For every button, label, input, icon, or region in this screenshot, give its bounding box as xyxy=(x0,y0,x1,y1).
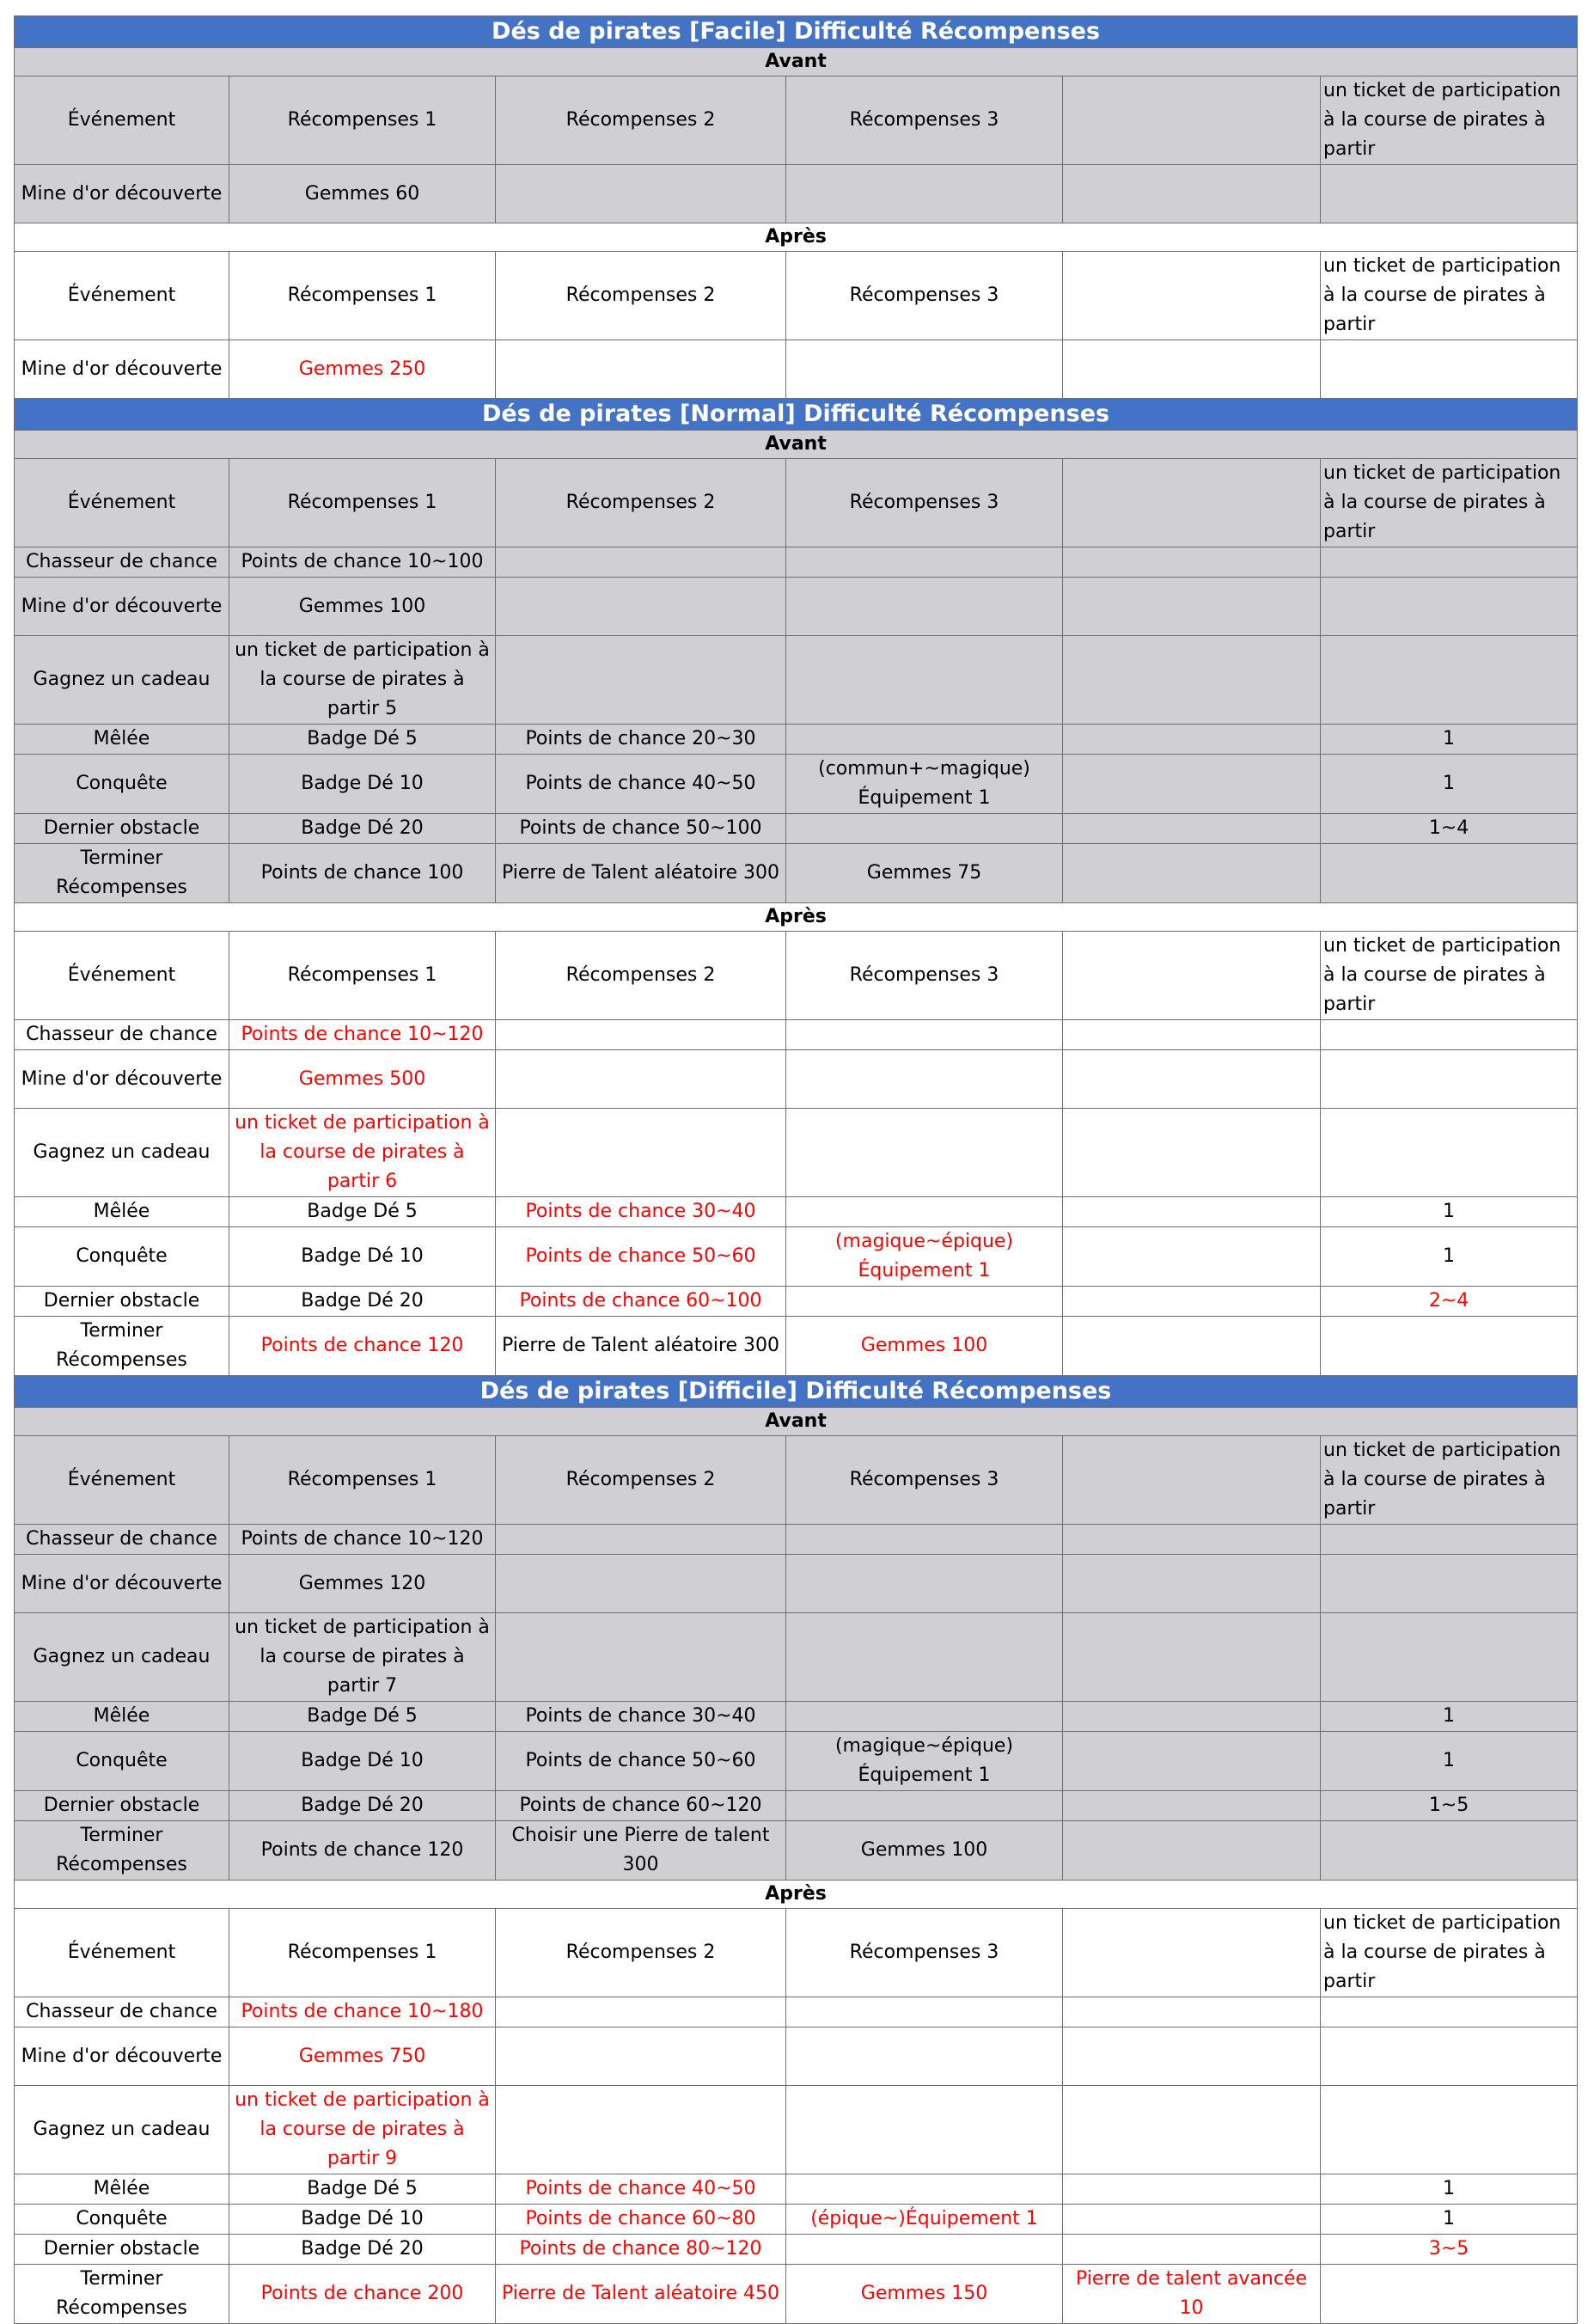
reward-row xyxy=(15,1020,1578,1050)
column-header-row xyxy=(15,932,1578,1020)
column-header-extra xyxy=(1063,252,1321,340)
cell-ticket: 1~4 xyxy=(1321,814,1578,844)
cell-ticket xyxy=(1321,844,1578,903)
cell-reward-2: Points de chance 80~120 xyxy=(496,2235,786,2265)
cell-ticket xyxy=(1321,1020,1578,1050)
cell-reward-2: Choisir une Pierre de talent 300 xyxy=(496,1821,786,1881)
column-header-event: Événement xyxy=(15,1909,229,1997)
cell-reward-3 xyxy=(786,1109,1063,1197)
cell-reward-1: Badge Dé 5 xyxy=(229,2174,496,2205)
cell-reward-3 xyxy=(786,1613,1063,1702)
cell-event: Gagnez un cadeau xyxy=(15,2086,229,2174)
cell-reward-3: (magique~épique) Équipement 1 xyxy=(786,1227,1063,1287)
column-header-reward-1: Récompenses 1 xyxy=(229,252,496,340)
cell-reward-2 xyxy=(496,1555,786,1613)
cell-event: Dernier obstacle xyxy=(15,2235,229,2265)
cell-ticket xyxy=(1321,1050,1578,1109)
column-header-reward-3: Récompenses 3 xyxy=(786,252,1063,340)
cell-ticket: 1 xyxy=(1321,2174,1578,2205)
cell-reward-1: un ticket de participation à la course de pirates à partir 7 xyxy=(229,1613,496,1702)
reward-row xyxy=(15,1997,1578,2027)
cell-ticket: 2~4 xyxy=(1321,1287,1578,1317)
cell-reward-2: Points de chance 40~50 xyxy=(496,755,786,814)
cell-extra xyxy=(1063,1702,1321,1732)
column-header-event: Événement xyxy=(15,1436,229,1525)
cell-ticket: 1 xyxy=(1321,725,1578,755)
cell-reward-3 xyxy=(786,1050,1063,1109)
reward-row xyxy=(15,725,1578,755)
cell-reward-3: (commun+~magique) Équipement 1 xyxy=(786,755,1063,814)
column-header-event: Événement xyxy=(15,932,229,1020)
cell-event: Chasseur de chance xyxy=(15,1997,229,2027)
reward-row xyxy=(15,547,1578,578)
cell-reward-1: Gemmes 500 xyxy=(229,1050,496,1109)
cell-extra xyxy=(1063,1020,1321,1050)
cell-extra xyxy=(1063,636,1321,725)
cell-reward-1: Badge Dé 10 xyxy=(229,2205,496,2235)
column-header-reward-1: Récompenses 1 xyxy=(229,76,496,165)
section-title: Dés de pirates [Normal] Difficulté Récompenses xyxy=(15,399,1578,431)
cell-reward-2: Points de chance 50~100 xyxy=(496,814,786,844)
cell-reward-3 xyxy=(786,2174,1063,2205)
reward-row xyxy=(15,1227,1578,1287)
reward-row xyxy=(15,2205,1578,2235)
cell-reward-3 xyxy=(786,1197,1063,1227)
cell-ticket xyxy=(1321,636,1578,725)
column-header-extra xyxy=(1063,1436,1321,1525)
cell-reward-2 xyxy=(496,1109,786,1197)
cell-reward-1: Points de chance 10~120 xyxy=(229,1525,496,1555)
cell-reward-3 xyxy=(786,340,1063,399)
column-header-ticket: un ticket de participation à la course de pirates à partir xyxy=(1321,76,1578,165)
column-header-ticket: un ticket de participation à la course de pirates à partir xyxy=(1321,932,1578,1020)
cell-ticket: 1 xyxy=(1321,1702,1578,1732)
column-header-extra xyxy=(1063,459,1321,547)
cell-reward-3: (magique~épique) Équipement 1 xyxy=(786,1732,1063,1791)
before-label: Avant xyxy=(15,1408,1578,1436)
reward-row xyxy=(15,2174,1578,2205)
cell-reward-2 xyxy=(496,636,786,725)
cell-extra xyxy=(1063,2086,1321,2174)
column-header-reward-3: Récompenses 3 xyxy=(786,459,1063,547)
cell-reward-2: Points de chance 20~30 xyxy=(496,725,786,755)
cell-event: Mêlée xyxy=(15,1702,229,1732)
reward-row xyxy=(15,1732,1578,1791)
cell-reward-2: Pierre de Talent aléatoire 300 xyxy=(496,844,786,903)
cell-extra xyxy=(1063,165,1321,223)
cell-extra xyxy=(1063,1555,1321,1613)
cell-reward-3 xyxy=(786,1702,1063,1732)
cell-event: Terminer Récompenses xyxy=(15,1821,229,1881)
reward-row xyxy=(15,1525,1578,1555)
column-header-reward-1: Récompenses 1 xyxy=(229,459,496,547)
cell-extra xyxy=(1063,1613,1321,1702)
cell-reward-3 xyxy=(786,547,1063,578)
cell-reward-1: Points de chance 10~100 xyxy=(229,547,496,578)
column-header-reward-2: Récompenses 2 xyxy=(496,1909,786,1997)
cell-ticket xyxy=(1321,1821,1578,1881)
rewards-table xyxy=(14,15,1578,2324)
cell-ticket: 1 xyxy=(1321,1732,1578,1791)
column-header-reward-3: Récompenses 3 xyxy=(786,76,1063,165)
cell-event: Gagnez un cadeau xyxy=(15,636,229,725)
cell-reward-3 xyxy=(786,1997,1063,2027)
reward-row xyxy=(15,1197,1578,1227)
column-header-ticket: un ticket de participation à la course de pirates à partir xyxy=(1321,252,1578,340)
cell-event: Terminer Récompenses xyxy=(15,844,229,903)
cell-reward-3: (épique~)Équipement 1 xyxy=(786,2205,1063,2235)
reward-row xyxy=(15,844,1578,903)
cell-reward-1: Badge Dé 20 xyxy=(229,1287,496,1317)
reward-row xyxy=(15,1702,1578,1732)
cell-reward-2: Points de chance 30~40 xyxy=(496,1197,786,1227)
column-header-reward-2: Récompenses 2 xyxy=(496,252,786,340)
cell-ticket: 1 xyxy=(1321,2205,1578,2235)
cell-event: Gagnez un cadeau xyxy=(15,1613,229,1702)
cell-event: Mêlée xyxy=(15,1197,229,1227)
column-header-reward-3: Récompenses 3 xyxy=(786,1436,1063,1525)
cell-extra xyxy=(1063,1997,1321,2027)
cell-extra xyxy=(1063,1287,1321,1317)
cell-ticket: 1 xyxy=(1321,1197,1578,1227)
cell-reward-3: Gemmes 150 xyxy=(786,2265,1063,2324)
cell-event: Mine d'or découverte xyxy=(15,2027,229,2086)
reward-row xyxy=(15,1317,1578,1376)
rewards-document xyxy=(14,15,1577,2324)
cell-reward-3 xyxy=(786,1287,1063,1317)
cell-reward-3 xyxy=(786,165,1063,223)
reward-row xyxy=(15,165,1578,223)
cell-reward-1: Points de chance 10~180 xyxy=(229,1997,496,2027)
cell-extra xyxy=(1063,2235,1321,2265)
cell-event: Conquête xyxy=(15,1227,229,1287)
cell-reward-2 xyxy=(496,165,786,223)
cell-reward-3 xyxy=(786,578,1063,636)
section-title: Dés de pirates [Difficile] Difficulté Récompenses xyxy=(15,1376,1578,1408)
cell-reward-2: Points de chance 60~100 xyxy=(496,1287,786,1317)
cell-extra xyxy=(1063,755,1321,814)
column-header-reward-3: Récompenses 3 xyxy=(786,932,1063,1020)
cell-extra xyxy=(1063,1791,1321,1821)
reward-row xyxy=(15,340,1578,399)
cell-reward-1: un ticket de participation à la course de pirates à partir 5 xyxy=(229,636,496,725)
column-header-row xyxy=(15,1909,1578,1997)
after-label: Après xyxy=(15,903,1578,932)
after-label-row xyxy=(15,903,1578,932)
column-header-reward-2: Récompenses 2 xyxy=(496,76,786,165)
cell-extra xyxy=(1063,1732,1321,1791)
column-header-reward-1: Récompenses 1 xyxy=(229,1436,496,1525)
section-title: Dés de pirates [Facile] Difficulté Récompenses xyxy=(15,16,1578,48)
cell-extra xyxy=(1063,578,1321,636)
cell-reward-1: Points de chance 100 xyxy=(229,844,496,903)
cell-event: Conquête xyxy=(15,1732,229,1791)
cell-reward-1: Points de chance 120 xyxy=(229,1821,496,1881)
cell-reward-2 xyxy=(496,2086,786,2174)
cell-reward-1: Points de chance 200 xyxy=(229,2265,496,2324)
cell-reward-2 xyxy=(496,1020,786,1050)
cell-event: Terminer Récompenses xyxy=(15,1317,229,1376)
cell-ticket xyxy=(1321,547,1578,578)
cell-reward-3: Gemmes 100 xyxy=(786,1317,1063,1376)
cell-extra xyxy=(1063,814,1321,844)
cell-reward-1: Gemmes 60 xyxy=(229,165,496,223)
cell-reward-1: un ticket de participation à la course de pirates à partir 9 xyxy=(229,2086,496,2174)
reward-row xyxy=(15,1109,1578,1197)
cell-reward-1: Badge Dé 10 xyxy=(229,1227,496,1287)
column-header-row xyxy=(15,459,1578,547)
cell-ticket xyxy=(1321,165,1578,223)
column-header-ticket: un ticket de participation à la course de pirates à partir xyxy=(1321,1909,1578,1997)
cell-event: Mine d'or découverte xyxy=(15,1555,229,1613)
cell-event: Mine d'or découverte xyxy=(15,340,229,399)
cell-reward-2 xyxy=(496,340,786,399)
cell-extra xyxy=(1063,1525,1321,1555)
cell-ticket xyxy=(1321,578,1578,636)
after-label-row xyxy=(15,223,1578,252)
after-label: Après xyxy=(15,223,1578,252)
reward-row xyxy=(15,2086,1578,2174)
cell-reward-3: Gemmes 100 xyxy=(786,1821,1063,1881)
column-header-row xyxy=(15,252,1578,340)
cell-reward-2: Points de chance 40~50 xyxy=(496,2174,786,2205)
before-label-row xyxy=(15,1408,1578,1436)
reward-row xyxy=(15,1050,1578,1109)
cell-reward-3 xyxy=(786,636,1063,725)
cell-event: Mêlée xyxy=(15,725,229,755)
reward-row xyxy=(15,2265,1578,2324)
cell-event: Dernier obstacle xyxy=(15,1287,229,1317)
column-header-row xyxy=(15,76,1578,165)
cell-ticket xyxy=(1321,1317,1578,1376)
cell-extra xyxy=(1063,1227,1321,1287)
column-header-reward-2: Récompenses 2 xyxy=(496,1436,786,1525)
cell-ticket: 1 xyxy=(1321,1227,1578,1287)
cell-reward-1: Badge Dé 5 xyxy=(229,1702,496,1732)
cell-reward-3 xyxy=(786,2235,1063,2265)
cell-ticket: 1 xyxy=(1321,755,1578,814)
after-label: Après xyxy=(15,1881,1578,1909)
cell-event: Mêlée xyxy=(15,2174,229,2205)
cell-reward-2: Points de chance 50~60 xyxy=(496,1732,786,1791)
cell-extra xyxy=(1063,2205,1321,2235)
cell-reward-1: un ticket de participation à la course de pirates à partir 6 xyxy=(229,1109,496,1197)
cell-ticket: 3~5 xyxy=(1321,2235,1578,2265)
cell-event: Terminer Récompenses xyxy=(15,2265,229,2324)
cell-extra: Pierre de talent avancée 10 xyxy=(1063,2265,1321,2324)
before-label-row xyxy=(15,48,1578,76)
cell-reward-1: Gemmes 250 xyxy=(229,340,496,399)
cell-reward-1: Badge Dé 10 xyxy=(229,755,496,814)
reward-row xyxy=(15,1287,1578,1317)
column-header-reward-1: Récompenses 1 xyxy=(229,932,496,1020)
cell-ticket xyxy=(1321,2265,1578,2324)
cell-extra xyxy=(1063,2174,1321,2205)
cell-extra xyxy=(1063,1197,1321,1227)
cell-reward-2 xyxy=(496,1613,786,1702)
cell-reward-1: Badge Dé 20 xyxy=(229,814,496,844)
cell-reward-1: Badge Dé 10 xyxy=(229,1732,496,1791)
cell-reward-3 xyxy=(786,1525,1063,1555)
cell-event: Chasseur de chance xyxy=(15,1525,229,1555)
cell-extra xyxy=(1063,1317,1321,1376)
column-header-extra xyxy=(1063,76,1321,165)
reward-row xyxy=(15,578,1578,636)
column-header-ticket: un ticket de participation à la course de pirates à partir xyxy=(1321,1436,1578,1525)
reward-row xyxy=(15,636,1578,725)
cell-event: Mine d'or découverte xyxy=(15,578,229,636)
cell-reward-1: Points de chance 10~120 xyxy=(229,1020,496,1050)
cell-ticket xyxy=(1321,1525,1578,1555)
reward-row xyxy=(15,814,1578,844)
cell-reward-1: Gemmes 120 xyxy=(229,1555,496,1613)
cell-reward-2: Pierre de Talent aléatoire 450 xyxy=(496,2265,786,2324)
reward-row xyxy=(15,755,1578,814)
column-header-reward-2: Récompenses 2 xyxy=(496,459,786,547)
cell-reward-2 xyxy=(496,1997,786,2027)
section-title-row xyxy=(15,1376,1578,1408)
column-header-reward-1: Récompenses 1 xyxy=(229,1909,496,1997)
cell-reward-2: Points de chance 50~60 xyxy=(496,1227,786,1287)
column-header-row xyxy=(15,1436,1578,1525)
before-label: Avant xyxy=(15,48,1578,76)
cell-reward-3 xyxy=(786,1020,1063,1050)
cell-reward-2 xyxy=(496,578,786,636)
column-header-extra xyxy=(1063,932,1321,1020)
before-label-row xyxy=(15,431,1578,459)
cell-ticket: 1~5 xyxy=(1321,1791,1578,1821)
column-header-reward-3: Récompenses 3 xyxy=(786,1909,1063,1997)
cell-reward-3 xyxy=(786,1791,1063,1821)
cell-reward-1: Badge Dé 5 xyxy=(229,1197,496,1227)
cell-reward-3 xyxy=(786,1555,1063,1613)
cell-event: Chasseur de chance xyxy=(15,1020,229,1050)
cell-reward-1: Points de chance 120 xyxy=(229,1317,496,1376)
section-title-row xyxy=(15,16,1578,48)
column-header-event: Événement xyxy=(15,459,229,547)
cell-reward-2: Points de chance 30~40 xyxy=(496,1702,786,1732)
cell-ticket xyxy=(1321,1613,1578,1702)
cell-reward-1: Gemmes 100 xyxy=(229,578,496,636)
cell-ticket xyxy=(1321,2086,1578,2174)
cell-event: Mine d'or découverte xyxy=(15,165,229,223)
column-header-event: Événement xyxy=(15,252,229,340)
reward-row xyxy=(15,1791,1578,1821)
cell-ticket xyxy=(1321,1997,1578,2027)
cell-reward-1: Gemmes 750 xyxy=(229,2027,496,2086)
cell-ticket xyxy=(1321,1109,1578,1197)
cell-reward-2 xyxy=(496,547,786,578)
cell-extra xyxy=(1063,844,1321,903)
reward-row xyxy=(15,1613,1578,1702)
column-header-extra xyxy=(1063,1909,1321,1997)
column-header-event: Événement xyxy=(15,76,229,165)
cell-event: Gagnez un cadeau xyxy=(15,1109,229,1197)
before-label: Avant xyxy=(15,431,1578,459)
column-header-reward-2: Récompenses 2 xyxy=(496,932,786,1020)
reward-row xyxy=(15,2235,1578,2265)
cell-reward-1: Badge Dé 5 xyxy=(229,725,496,755)
cell-reward-3 xyxy=(786,2086,1063,2174)
cell-ticket xyxy=(1321,1555,1578,1613)
cell-reward-2 xyxy=(496,1525,786,1555)
cell-reward-3: Gemmes 75 xyxy=(786,844,1063,903)
cell-reward-1: Badge Dé 20 xyxy=(229,1791,496,1821)
cell-event: Conquête xyxy=(15,2205,229,2235)
after-label-row xyxy=(15,1881,1578,1909)
cell-event: Dernier obstacle xyxy=(15,814,229,844)
reward-row xyxy=(15,1821,1578,1881)
cell-reward-2: Pierre de Talent aléatoire 300 xyxy=(496,1317,786,1376)
column-header-ticket: un ticket de participation à la course de pirates à partir xyxy=(1321,459,1578,547)
cell-extra xyxy=(1063,1821,1321,1881)
cell-reward-2: Points de chance 60~120 xyxy=(496,1791,786,1821)
cell-event: Conquête xyxy=(15,755,229,814)
cell-event: Chasseur de chance xyxy=(15,547,229,578)
cell-reward-1: Badge Dé 20 xyxy=(229,2235,496,2265)
reward-row xyxy=(15,1555,1578,1613)
cell-reward-2 xyxy=(496,1050,786,1109)
cell-extra xyxy=(1063,340,1321,399)
cell-event: Dernier obstacle xyxy=(15,1791,229,1821)
cell-extra xyxy=(1063,1050,1321,1109)
cell-extra xyxy=(1063,547,1321,578)
section-title-row xyxy=(15,399,1578,431)
cell-extra xyxy=(1063,725,1321,755)
cell-reward-2: Points de chance 60~80 xyxy=(496,2205,786,2235)
cell-ticket xyxy=(1321,340,1578,399)
cell-extra xyxy=(1063,1109,1321,1197)
cell-event: Mine d'or découverte xyxy=(15,1050,229,1109)
cell-reward-3 xyxy=(786,814,1063,844)
cell-reward-3 xyxy=(786,725,1063,755)
